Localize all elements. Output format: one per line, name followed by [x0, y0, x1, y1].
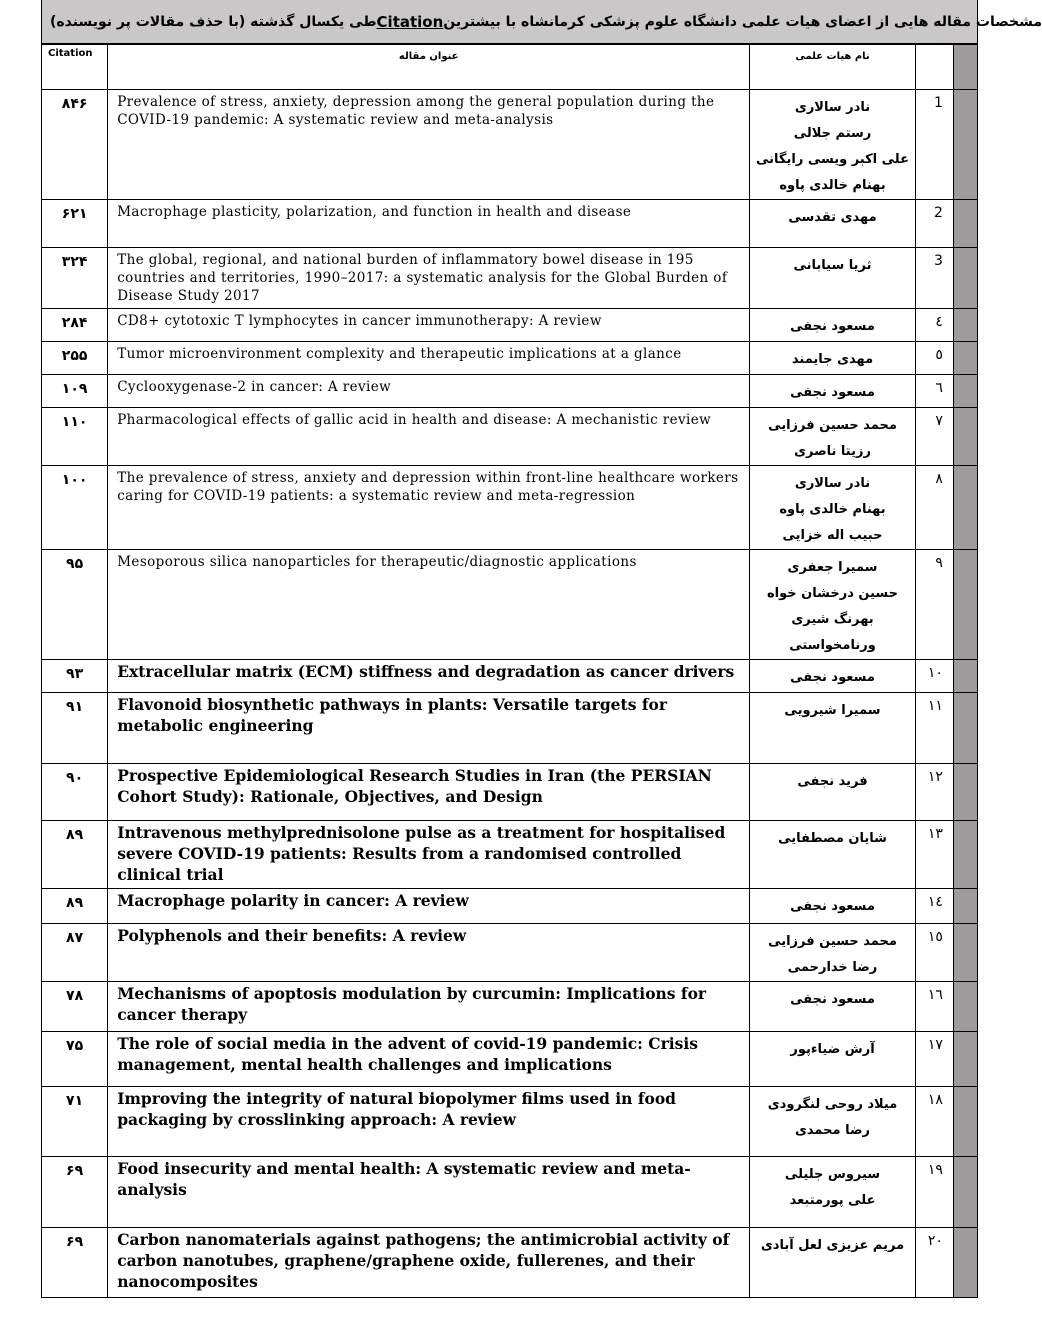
table-row	[42, 90, 978, 200]
gray-margin-cell	[953, 982, 977, 1032]
gray-margin-cell	[953, 1228, 977, 1298]
faculty-name: مسعود نجفی	[790, 992, 875, 1007]
citation-count: ۹۱	[42, 693, 108, 764]
gray-margin-column	[953, 45, 977, 90]
faculty-name: شایان مصطفایی	[778, 831, 887, 846]
article-title: Intravenous methylprednisolone pulse as a treatment for hospitalised severe COVID-19 patients: Results from a randomised controlled clinical trial	[108, 821, 750, 889]
table-row	[42, 982, 978, 1032]
faculty-name: علی پورمتبعد	[789, 1193, 876, 1208]
faculty-names	[750, 1157, 916, 1228]
article-title: Improving the integrity of natural biopolymer films used in food packaging by crosslinking approach: A review	[108, 1087, 750, 1157]
article-title: Prospective Epidemiological Research Studies in Iran (the PERSIAN Cohort Study): Rationale, Objectives, and Design	[108, 764, 750, 821]
document-title	[41, 0, 1042, 44]
citation-count: ۷۵	[42, 1032, 108, 1087]
faculty-name: فرید نجفی	[797, 774, 868, 789]
title-prefix: مشخصات مقاله هایی از اعضای هیات علمی دانشگاه علوم پزشکی کرمانشاه با بیشترین	[443, 13, 1042, 30]
title-keyword: Citation	[376, 12, 444, 31]
faculty-name: بهرنگ شیری	[791, 612, 874, 627]
row-number: ۱۰	[915, 660, 953, 693]
faculty-names	[750, 1228, 916, 1298]
row-number: ۱٥	[915, 924, 953, 982]
faculty-name: میلاد روحی لنگرودی	[767, 1097, 898, 1112]
faculty-names	[750, 200, 916, 248]
article-title: CD8+ cytotoxic T lymphocytes in cancer immunotherapy: A review	[108, 309, 750, 342]
article-title: Macrophage polarity in cancer: A review	[108, 889, 750, 924]
row-number: 1	[915, 90, 953, 200]
table-row	[42, 660, 978, 693]
faculty-name: مسعود نجفی	[790, 319, 875, 334]
row-number: ۱۹	[915, 1157, 953, 1228]
faculty-names	[750, 550, 916, 660]
faculty-name: سیروس جلیلی	[784, 1167, 881, 1182]
faculty-name: رضا محمدی	[795, 1123, 871, 1138]
article-title: Macrophage plasticity, polarization, and function in health and disease	[108, 200, 750, 248]
faculty-name: محمد حسین فرزایی	[768, 418, 897, 433]
gray-margin-cell	[953, 1087, 977, 1157]
row-number: ۷	[915, 408, 953, 466]
row-number: ۱٤	[915, 889, 953, 924]
citation-count: ۸۹	[42, 889, 108, 924]
gray-margin-cell	[953, 660, 977, 693]
faculty-name: بهنام خالدی پاوه	[779, 502, 886, 517]
citation-count: ۶۲۱	[42, 200, 108, 248]
table-row	[42, 248, 978, 309]
citation-count: ۱۰۰	[42, 466, 108, 550]
faculty-name: سمیرا جعفری	[787, 560, 878, 575]
table-header-row	[42, 45, 978, 90]
faculty-name: مهدی تقدسی	[788, 210, 877, 225]
citation-count: ۸۹	[42, 821, 108, 889]
table-row	[42, 200, 978, 248]
gray-margin-cell	[953, 466, 977, 550]
table-body	[42, 90, 978, 1298]
table-row	[42, 309, 978, 342]
faculty-names	[750, 408, 916, 466]
article-title: The global, regional, and national burden of inflammatory bowel disease in 195 countries and territories, 1990–2017: a systematic analysis for the Global Burden of Disease Study 2017	[108, 248, 750, 309]
faculty-name: نادر سالاری	[794, 100, 871, 115]
row-number: ۱۷	[915, 1032, 953, 1087]
gray-margin-cell	[953, 764, 977, 821]
row-number: 3	[915, 248, 953, 309]
gray-margin-cell	[953, 1157, 977, 1228]
faculty-names	[750, 889, 916, 924]
gray-margin-cell	[953, 342, 977, 375]
number-column-header	[915, 45, 953, 90]
faculty-name: مهدی جایمند	[791, 352, 874, 367]
citation-count: ۲۸۴	[42, 309, 108, 342]
row-number: ۸	[915, 466, 953, 550]
faculty-names	[750, 924, 916, 982]
faculty-name: حسین درخشان خواه	[766, 586, 899, 601]
faculty-names	[750, 309, 916, 342]
row-number: ۲۰	[915, 1228, 953, 1298]
row-number: ٥	[915, 342, 953, 375]
faculty-name: نادر سالاری	[794, 476, 871, 491]
citation-count: ۶۹	[42, 1157, 108, 1228]
faculty-name: رزیتا ناصری	[794, 444, 871, 459]
citation-count: ۷۸	[42, 982, 108, 1032]
faculty-name: مسعود نجفی	[790, 899, 875, 914]
faculty-name: مسعود نجفی	[790, 670, 875, 685]
faculty-names	[750, 1032, 916, 1087]
name-column-header: نام هیات علمی	[750, 45, 916, 90]
document-sheet	[41, 0, 1042, 1298]
citation-count: ۸۴۶	[42, 90, 108, 200]
faculty-names	[750, 248, 916, 309]
article-title: The prevalence of stress, anxiety and depression within front-line healthcare workers caring for COVID-19 patients: a systematic review and meta-regression	[108, 466, 750, 550]
gray-margin-cell	[953, 693, 977, 764]
table-row	[42, 889, 978, 924]
faculty-names	[750, 1087, 916, 1157]
row-number: 2	[915, 200, 953, 248]
row-number: ۹	[915, 550, 953, 660]
faculty-name: آرش ضیاءپور	[790, 1042, 875, 1057]
citation-count: ۲۵۵	[42, 342, 108, 375]
gray-margin-cell	[953, 375, 977, 408]
gray-margin-cell	[953, 309, 977, 342]
gray-margin-cell	[953, 248, 977, 309]
table-row	[42, 764, 978, 821]
article-title: Carbon nanomaterials against pathogens; the antimicrobial activity of carbon nanotubes, graphene/graphene oxide, fullerenes, and their nanocomposites	[108, 1228, 750, 1298]
gray-margin-cell	[953, 924, 977, 982]
row-number: ۱۳	[915, 821, 953, 889]
citation-count: ۱۱۰	[42, 408, 108, 466]
title-column-header: عنوان مقاله	[108, 45, 750, 90]
article-title: Mesoporous silica nanoparticles for therapeutic/diagnostic applications	[108, 550, 750, 660]
article-title: Flavonoid biosynthetic pathways in plants: Versatile targets for metabolic engineering	[108, 693, 750, 764]
citation-count: ۳۲۴	[42, 248, 108, 309]
citation-column-header: Citation	[42, 45, 108, 90]
faculty-name: مریم عزیزی لعل آبادی	[760, 1238, 905, 1253]
article-title: Prevalence of stress, anxiety, depression among the general population during the COVID-19 pandemic: A systematic review and meta-analysis	[108, 90, 750, 200]
faculty-name: ورنامخواستی	[789, 638, 876, 653]
gray-margin-cell	[953, 1032, 977, 1087]
table-row	[42, 821, 978, 889]
title-suffix: طی یکسال گذشته (با حذف مقالات پر نویسنده)	[50, 13, 377, 30]
gray-margin-cell	[953, 408, 977, 466]
gray-margin-cell	[953, 821, 977, 889]
gray-margin-cell	[953, 200, 977, 248]
faculty-names	[750, 982, 916, 1032]
faculty-names	[750, 466, 916, 550]
table-row	[42, 1032, 978, 1087]
citation-count: ۹۳	[42, 660, 108, 693]
faculty-names	[750, 660, 916, 693]
faculty-name: مسعود نجفی	[790, 385, 875, 400]
row-number: ٦	[915, 375, 953, 408]
row-number: ۱۸	[915, 1087, 953, 1157]
row-number: ۱٦	[915, 982, 953, 1032]
row-number: ۱۱	[915, 693, 953, 764]
table-row	[42, 924, 978, 982]
table-row	[42, 466, 978, 550]
table-row	[42, 1087, 978, 1157]
table-row	[42, 1157, 978, 1228]
citation-count: ۸۷	[42, 924, 108, 982]
faculty-name: رضا خدارحمی	[787, 960, 878, 975]
faculty-names	[750, 764, 916, 821]
faculty-names	[750, 375, 916, 408]
row-number: ۱۲	[915, 764, 953, 821]
faculty-name: رستم جلالی	[793, 126, 872, 141]
table-row	[42, 1228, 978, 1298]
table-row	[42, 375, 978, 408]
faculty-name: محمد حسین فرزایی	[768, 934, 897, 949]
citation-count: ۱۰۹	[42, 375, 108, 408]
citation-count: ۶۹	[42, 1228, 108, 1298]
citation-count: ۷۱	[42, 1087, 108, 1157]
table-row	[42, 408, 978, 466]
article-title: Polyphenols and their benefits: A review	[108, 924, 750, 982]
gray-margin-cell	[953, 889, 977, 924]
table-row	[42, 693, 978, 764]
gray-margin-cell	[953, 90, 977, 200]
article-title: Food insecurity and mental health: A systematic review and meta-analysis	[108, 1157, 750, 1228]
row-number: ٤	[915, 309, 953, 342]
article-title: The role of social media in the advent of covid-19 pandemic: Crisis management, mental health challenges and implications	[108, 1032, 750, 1087]
table-row	[42, 550, 978, 660]
faculty-name: بهنام خالدی پاوه	[779, 178, 886, 193]
article-title: Cyclooxygenase-2 in cancer: A review	[108, 375, 750, 408]
faculty-name: علی اکبر ویسی رایگانی	[756, 152, 909, 167]
faculty-names	[750, 342, 916, 375]
faculty-names	[750, 821, 916, 889]
faculty-name: سمیرا شیرویی	[784, 703, 881, 718]
faculty-names	[750, 90, 916, 200]
article-title: Tumor microenvironment complexity and therapeutic implications at a glance	[108, 342, 750, 375]
faculty-name: ثریا سیابانی	[793, 258, 872, 273]
article-title: Pharmacological effects of gallic acid in health and disease: A mechanistic review	[108, 408, 750, 466]
citation-count: ۹۰	[42, 764, 108, 821]
articles-table	[41, 44, 978, 1298]
table-row	[42, 342, 978, 375]
gray-margin-cell	[953, 550, 977, 660]
faculty-names	[750, 693, 916, 764]
article-title: Mechanisms of apoptosis modulation by curcumin: Implications for cancer therapy	[108, 982, 750, 1032]
faculty-name: حبیب اله خزایی	[782, 528, 883, 543]
article-title: Extracellular matrix (ECM) stiffness and degradation as cancer drivers	[108, 660, 750, 693]
citation-count: ۹۵	[42, 550, 108, 660]
